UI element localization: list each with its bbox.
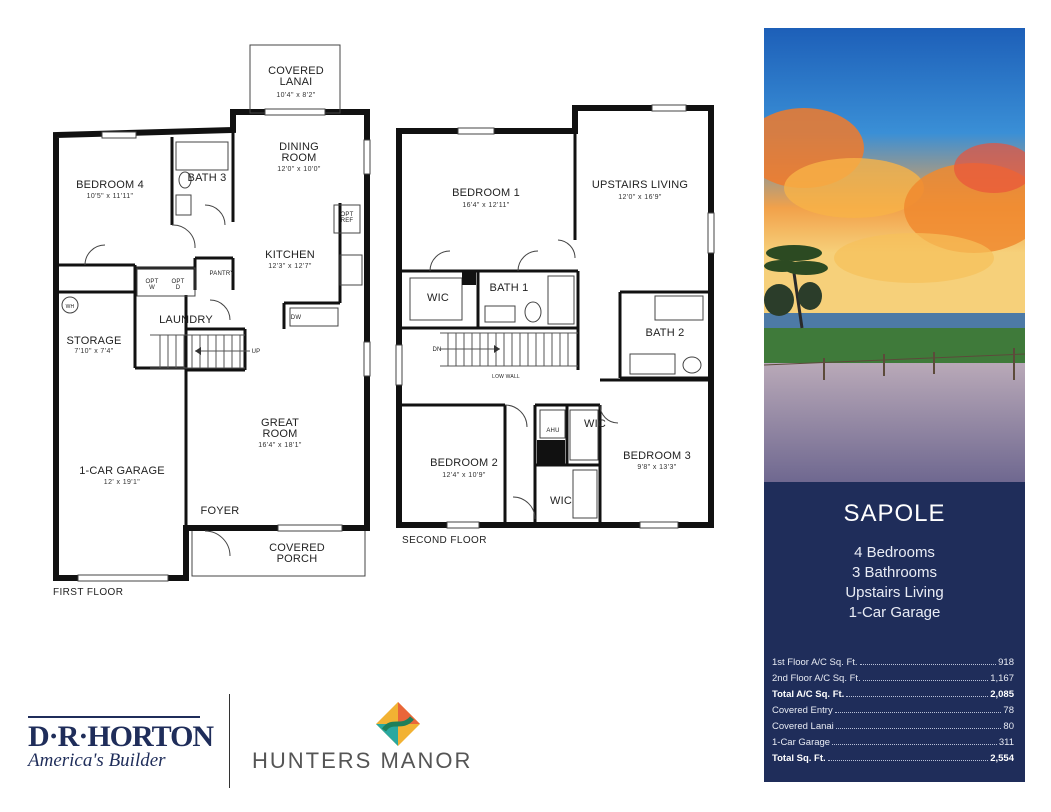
builder-tagline: America's Builder	[28, 750, 166, 771]
bedroom4-dims: 10'5" x 11'11"	[86, 193, 134, 200]
bedroom4-label: BEDROOM 4	[76, 179, 144, 191]
feature-bedrooms: 4 Bedrooms	[854, 544, 935, 561]
stat-row: Covered Lanai 80	[772, 721, 1014, 732]
hunters-manor-emblem-icon	[374, 700, 422, 748]
feature-garage: 1-Car Garage	[848, 604, 941, 621]
stat-row: Covered Entry 78	[772, 705, 1014, 716]
wic1-label: WIC	[427, 292, 449, 304]
dn-label: DN	[432, 347, 442, 353]
bath2-label: BATH 2	[645, 327, 685, 339]
stat-row: 2nd Floor A/C Sq. Ft. 1,167	[772, 673, 1014, 684]
square-footage-table	[772, 652, 1014, 764]
opt-d-label: OPT D	[171, 279, 185, 291]
low-wall-label: LOW WALL	[492, 374, 520, 380]
stat-row-total: Total Sq. Ft. 2,554	[772, 753, 1014, 764]
kitchen-label: KITCHEN	[265, 249, 315, 261]
bedroom1-dims: 16'4" x 12'11"	[462, 202, 510, 209]
feature-upstairs-living: Upstairs Living	[845, 584, 944, 601]
up-label: UP	[251, 349, 261, 355]
bedroom2-label: BEDROOM 2	[430, 457, 498, 469]
wic3-label: WIC	[550, 495, 572, 507]
garage-label: 1-CAR GARAGE	[79, 465, 165, 477]
stat-row: 1st Floor A/C Sq. Ft. 918	[772, 657, 1014, 668]
covered-porch-label: COVERED PORCH	[269, 542, 325, 565]
brand-divider	[229, 694, 230, 788]
stat-row-total-ac: Total A/C Sq. Ft. 2,085	[772, 689, 1014, 700]
upstairs-living-dims: 12'0" x 16'9"	[618, 194, 662, 201]
wh-label: WH	[65, 304, 75, 310]
first-floor-label: FIRST FLOOR	[53, 587, 124, 598]
dw-label: DW	[290, 315, 302, 321]
storage-label: STORAGE	[66, 335, 122, 347]
model-name: SAPOLE	[843, 500, 946, 527]
bath3-label: BATH 3	[187, 172, 227, 184]
great-room-label: GREAT ROOM	[260, 417, 300, 440]
model-info-panel	[764, 28, 1025, 782]
garage-dims: 12' x 19'1"	[103, 479, 141, 486]
storage-dims: 7'10" x 7'4"	[74, 348, 114, 355]
dining-room-dims: 12'0" x 10'0"	[277, 166, 321, 173]
stat-row: 1-Car Garage 311	[772, 737, 1014, 748]
bath1-label: BATH 1	[489, 282, 529, 294]
dr-horton-logo	[28, 716, 214, 772]
pantry-label: PANTRY	[209, 271, 235, 277]
foyer-label: FOYER	[200, 505, 240, 517]
laundry-label: LAUNDRY	[159, 314, 213, 326]
bedroom2-dims: 12'4" x 10'9"	[442, 472, 486, 479]
second-floor-label: SECOND FLOOR	[402, 535, 487, 546]
opt-w-label: OPT W	[145, 279, 159, 291]
bedroom1-label: BEDROOM 1	[452, 187, 520, 199]
community-name: HUNTERS MANOR	[252, 748, 473, 773]
upstairs-living-label: UPSTAIRS LIVING	[591, 179, 689, 191]
covered-lanai-label: COVERED LANAI	[268, 65, 324, 88]
builder-name: D·R·HORTON	[28, 720, 214, 753]
wic2-label: WIC	[584, 418, 606, 430]
bedroom3-label: BEDROOM 3	[623, 450, 691, 462]
opt-ref-label: OPT REF	[340, 212, 354, 224]
ahu-label: AHU	[546, 428, 560, 434]
bedroom3-dims: 9'8" x 13'3"	[637, 464, 677, 471]
feature-bathrooms: 3 Bathrooms	[851, 564, 938, 581]
great-room-dims: 16'4" x 18'1"	[258, 442, 302, 449]
kitchen-dims: 12'3" x 12'7"	[268, 263, 312, 270]
beach-sunset-photo	[764, 28, 1025, 482]
dining-room-label: DINING ROOM	[279, 141, 319, 164]
covered-lanai-dims: 10'4" x 8'2"	[276, 92, 316, 99]
